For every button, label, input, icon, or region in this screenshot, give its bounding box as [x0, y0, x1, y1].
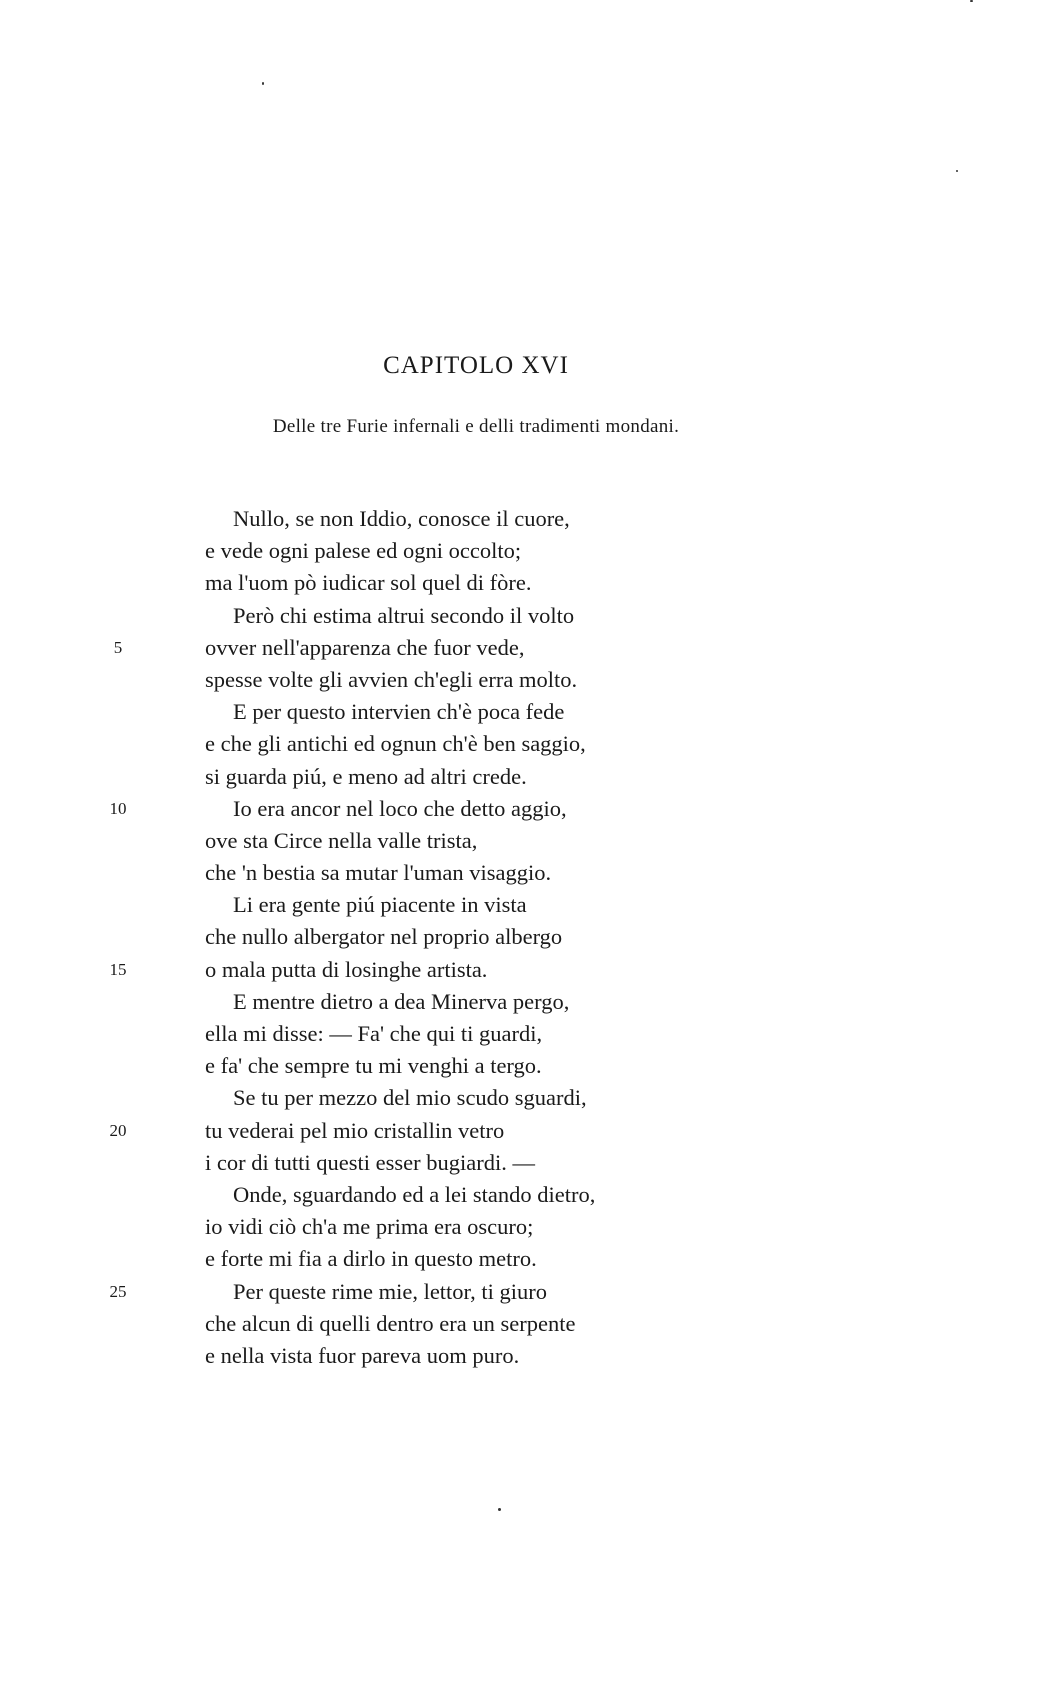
- poem-line: [0, 1308, 1044, 1340]
- poem-line: [0, 1082, 1044, 1114]
- line-number: 10: [109, 798, 127, 818]
- poem-line: [0, 1147, 1044, 1179]
- poem-line: [0, 921, 1044, 953]
- poem-line: [0, 600, 1044, 632]
- line-text: Nullo, se non Iddio, conosce il cuore,: [233, 506, 570, 531]
- line-text: e che gli antichi ed ognun ch'è ben saggio,: [205, 731, 586, 757]
- poem-line: [0, 1179, 1044, 1211]
- line-text: Io era ancor nel loco che detto aggio,: [233, 795, 567, 821]
- poem-line: [0, 664, 1044, 696]
- poem-line: [0, 954, 1044, 986]
- scan-speck: [970, 0, 973, 2]
- line-text: ella mi disse: — Fa' che qui ti guardi,: [205, 1021, 543, 1046]
- line-text: che 'n bestia sa mutar l'uman visaggio.: [205, 860, 552, 886]
- line-text: ovver nell'apparenza che fuor vede,: [205, 634, 525, 660]
- line-text: E mentre dietro a dea Minerva pergo,: [233, 988, 570, 1014]
- line-text: ma l'uom pò iudicar sol quel di fòre.: [205, 570, 532, 596]
- line-text: che nullo albergator nel proprio albergo: [205, 924, 563, 950]
- poem-body: [0, 503, 1044, 1372]
- poem-line: [0, 889, 1044, 921]
- line-number: 15: [109, 959, 127, 979]
- chapter-title: CAPITOLO XVI: [383, 352, 569, 379]
- line-text: Se tu per mezzo del mio scudo sguardi,: [233, 1085, 587, 1111]
- poem-line: [0, 1050, 1044, 1082]
- line-number: 25: [109, 1281, 127, 1301]
- line-text: Però chi estima altrui secondo il volto: [233, 602, 575, 628]
- poem-line: [0, 1211, 1044, 1243]
- line-number: 5: [113, 637, 123, 657]
- line-text: Onde, sguardando ed a lei stando dietro,: [233, 1181, 596, 1207]
- line-text: io vidi ciò ch'a me prima era oscuro;: [205, 1214, 534, 1240]
- scan-speck: [498, 1508, 501, 1511]
- poem-line: [0, 1018, 1044, 1050]
- line-number: 20: [109, 1120, 127, 1140]
- poem-line: [0, 535, 1044, 567]
- line-text: o mala putta di losinghe artista.: [205, 956, 488, 982]
- poem-line: [0, 793, 1044, 825]
- poem-line: [0, 1243, 1044, 1275]
- poem-line: [0, 567, 1044, 599]
- line-text: che alcun di quelli dentro era un serpente: [205, 1310, 576, 1336]
- line-text: ove sta Circe nella valle trista,: [205, 827, 478, 853]
- poem-line: [0, 1276, 1044, 1308]
- line-text: e nella vista fuor pareva uom puro.: [205, 1342, 520, 1368]
- line-text: tu vederai pel mio cristallin vetro: [205, 1117, 505, 1143]
- poem-line: [0, 1340, 1044, 1372]
- line-text: i cor di tutti questi esser bugiardi. —: [205, 1149, 535, 1175]
- poem-line: [0, 696, 1044, 728]
- line-text: Li era gente piú piacente in vista: [233, 892, 527, 918]
- scan-speck: [262, 82, 264, 85]
- chapter-subtitle: Delle tre Furie infernali e delli tradimenti mondani.: [272, 416, 680, 437]
- poem-line: [0, 825, 1044, 857]
- poem-line: [0, 632, 1044, 664]
- poem-line: [0, 1115, 1044, 1147]
- line-text: E per questo intervien ch'è poca fede: [233, 699, 565, 725]
- line-text: spesse volte gli avvien ch'egli erra molto.: [205, 666, 578, 692]
- scan-speck: [956, 170, 958, 172]
- poem-line: [0, 857, 1044, 889]
- poem-line: [0, 503, 1044, 535]
- poem-line: [0, 728, 1044, 760]
- line-text: si guarda piú, e meno ad altri crede.: [205, 763, 527, 789]
- poem-line: [0, 761, 1044, 793]
- line-text: Per queste rime mie, lettor, ti giuro: [233, 1278, 548, 1304]
- line-text: e fa' che sempre tu mi venghi a tergo.: [205, 1053, 542, 1079]
- line-text: e forte mi fia a dirlo in questo metro.: [205, 1246, 537, 1272]
- line-text: e vede ogni palese ed ogni occolto;: [205, 538, 522, 564]
- poem-line: [0, 986, 1044, 1018]
